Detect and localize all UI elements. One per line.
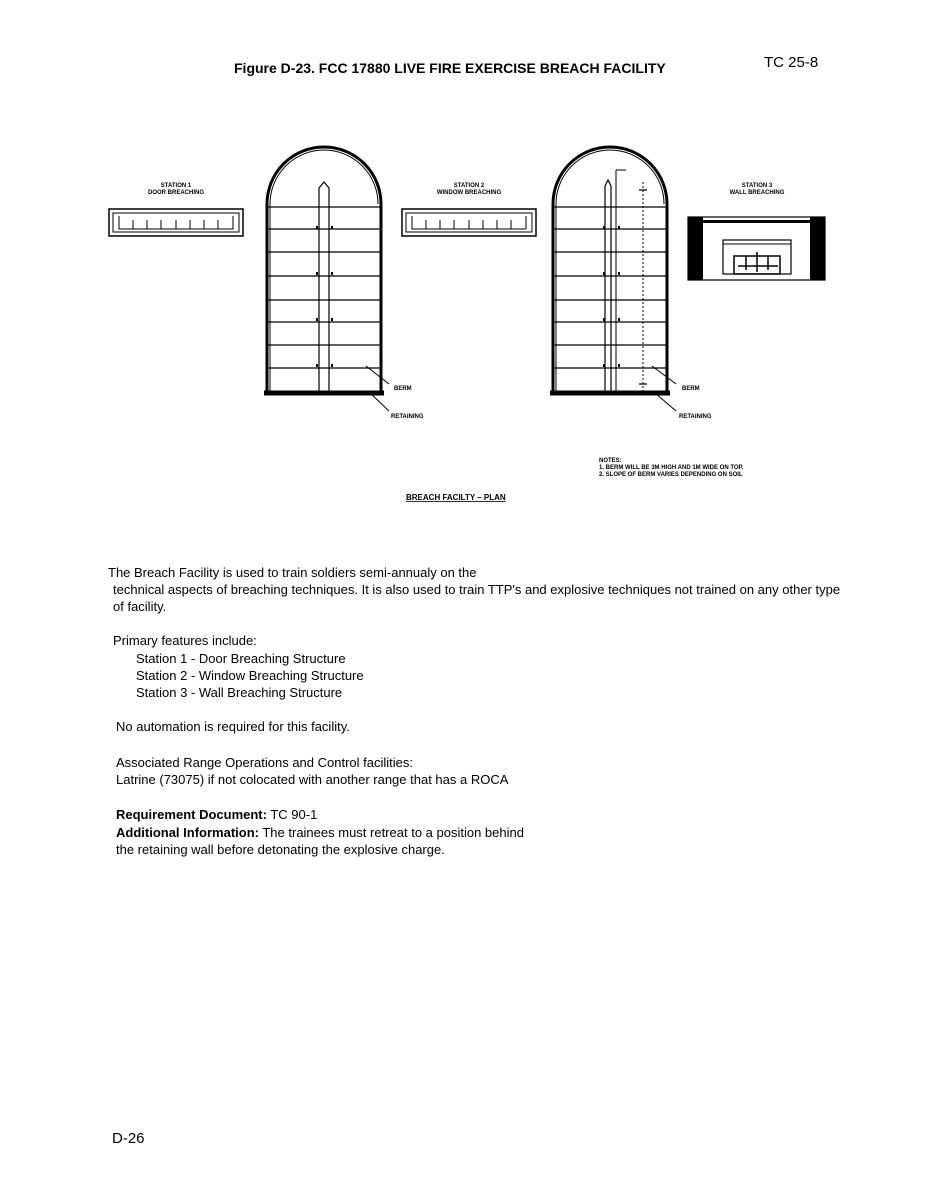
station-2-label-line2: WINDOW BREACHING (436, 190, 502, 196)
additional-information (116, 824, 524, 841)
station-2-label-line1: STATION 2 (453, 183, 485, 189)
feature-item: Station 1 - Door Breaching Structure (136, 651, 346, 666)
additional-information-line-2: the retaining wall before detonating the explosive charge. (116, 842, 445, 857)
berm-label-right: BERM (682, 386, 700, 392)
notes-item-2: 2. SLOPE OF BERM VARIES DEPENDING ON SOIL (599, 472, 743, 478)
additional-value: The trainees must retreat to a position behind (258, 825, 524, 840)
automation-note: No automation is required for this facility. (116, 719, 350, 734)
features-heading: Primary features include: (113, 633, 257, 648)
range-lanes-right (550, 147, 676, 411)
retaining-label-left: RETAINING (391, 414, 424, 420)
station-1-label-line2: DOOR BREACHING (147, 190, 205, 196)
additional-label: Additional Information: (116, 825, 259, 840)
station-1-label-line1: STATION 1 (160, 183, 192, 189)
station-2-structure (402, 209, 536, 236)
intro-line-2: technical aspects of breaching techniques. It is also used to train TTP's and explosive techniques not trained on any other type (113, 582, 841, 597)
station-1-structure (109, 209, 243, 236)
requirement-value: TC 90-1 (266, 807, 318, 822)
page-number: D-26 (112, 1130, 145, 1147)
requirement-document (116, 806, 317, 823)
feature-item: Station 3 - Wall Breaching Structure (136, 685, 343, 700)
retaining-label-right: RETAINING (679, 414, 712, 420)
document-id: TC 25-8 (764, 54, 819, 71)
station-3-structure (688, 217, 825, 280)
intro-line-3: of facility. (113, 599, 167, 614)
requirement-label: Requirement Document: (116, 807, 267, 822)
figure-title: Figure D-23. FCC 17880 LIVE FIRE EXERCISE BREACH FACILITY (234, 60, 666, 76)
rocf-heading: Associated Range Operations and Control facilities: (116, 755, 413, 770)
notes-item-1: 1. BERM WILL BE 3M HIGH AND 1M WIDE ON TOP. (599, 465, 744, 471)
station-3-label-line1: STATION 3 (741, 183, 773, 189)
plan-caption: BREACH FACILTY – PLAN (406, 493, 506, 502)
feature-item: Station 2 - Window Breaching Structure (136, 668, 364, 683)
notes-title: NOTES: (599, 458, 622, 464)
rocf-item: Latrine (73075) if not colocated with another range that has a ROCA (116, 772, 509, 787)
station-3-label-line2: WALL BREACHING (729, 190, 785, 196)
range-lanes-left (264, 147, 389, 411)
intro-line-1: The Breach Facility is used to train soldiers semi-annualy on the (108, 565, 477, 580)
berm-label-left: BERM (394, 386, 412, 392)
